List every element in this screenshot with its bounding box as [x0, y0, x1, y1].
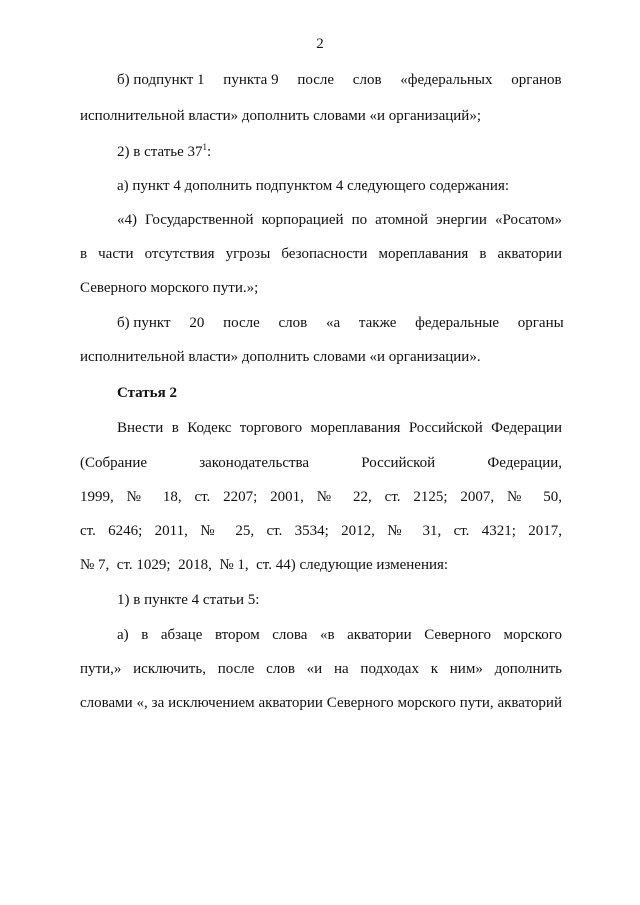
- line-text: 1) в пункте 4 статьи 5:: [117, 592, 260, 608]
- line-text: Северного морского пути.»;: [80, 280, 259, 296]
- paragraph-line: [117, 176, 562, 196]
- line-text: в части отсутствия угрозы безопасности мореплавания в акватории: [80, 246, 562, 262]
- paragraph-line: [117, 142, 562, 162]
- line-text: пути,» исключить, после слов «и на подходах к ним» дополнить: [80, 661, 562, 677]
- line-text: 1999, № 18, ст. 2207; 2001, № 22, ст. 2125; 2007, № 50,: [80, 489, 562, 505]
- article-heading: [117, 383, 562, 403]
- line-text: Внести в Кодекс торгового мореплавания Российской Федерации: [117, 420, 562, 436]
- line-text: исполнительной власти» дополнить словами «и организаций»;: [80, 108, 481, 124]
- line-text: б) пункт 20 после слов «а также федеральные органы: [117, 315, 564, 331]
- line-text: 2) в статье 37: [117, 144, 203, 160]
- paragraph-line: [117, 210, 562, 230]
- paragraph-line: [80, 347, 562, 367]
- paragraph-line: [80, 693, 562, 713]
- line-text: а) в абзаце втором слова «в акватории Северного морского: [117, 627, 562, 643]
- paragraph-line: [117, 590, 562, 610]
- paragraph-line: [117, 70, 562, 90]
- paragraph-line: [80, 244, 562, 264]
- line-text: ст. 6246; 2011, № 25, ст. 3534; 2012, № 31, ст. 4321; 2017,: [80, 523, 562, 539]
- line-text: б) подпункт 1 пункта 9 после слов «федеральных органов: [117, 72, 562, 88]
- paragraph-line: [117, 418, 562, 438]
- paragraph-line: [80, 487, 562, 507]
- paragraph-line: [80, 521, 562, 541]
- page-number: 2: [316, 36, 324, 52]
- paragraph-line: [80, 278, 562, 298]
- paragraph-line: [80, 659, 562, 679]
- heading-text: Статья 2: [117, 385, 177, 401]
- line-text: (Собрание законодательства Российской Федерации,: [80, 455, 562, 471]
- paragraph-line: [80, 106, 562, 126]
- line-text: а) пункт 4 дополнить подпунктом 4 следующего содержания:: [117, 178, 510, 194]
- paragraph-line: [117, 313, 562, 333]
- line-tail: :: [207, 144, 212, 160]
- paragraph-line: [117, 625, 562, 645]
- line-text: «4) Государственной корпорацией по атомной энергии «Росатом»: [117, 212, 562, 228]
- superscript: 1: [202, 142, 208, 152]
- paragraph-line: [80, 555, 562, 575]
- line-text: словами «, за исключением акватории Северного морского пути, акваторий: [80, 695, 562, 711]
- paragraph-line: [80, 453, 562, 473]
- line-text: исполнительной власти» дополнить словами «и организации».: [80, 349, 481, 365]
- line-text: № 7, ст. 1029; 2018, № 1, ст. 44) следующие изменения:: [80, 557, 449, 573]
